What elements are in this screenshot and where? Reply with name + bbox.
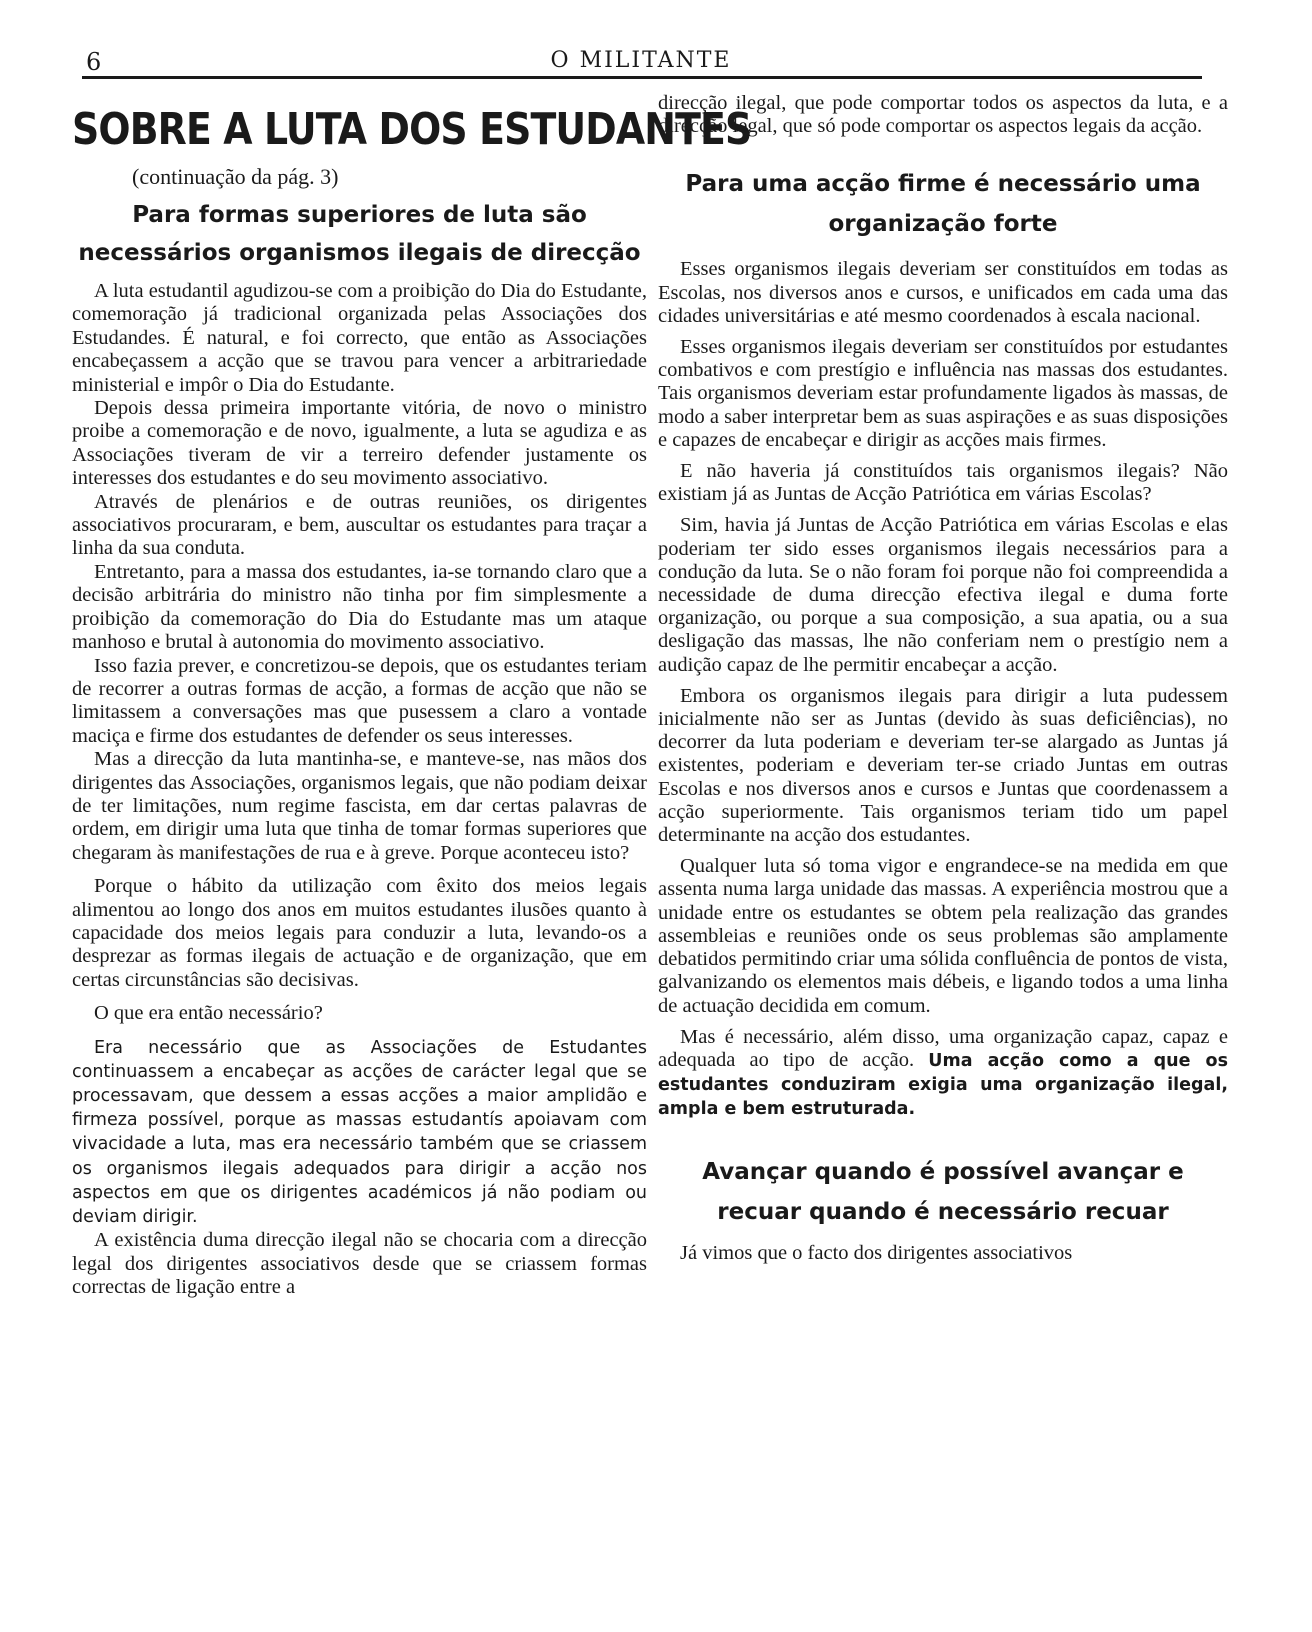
paragraph: Depois dessa primeira importante vitória, de novo o ministro proibe a comemoração e de novo, igualmente, a luta se agudiza e as Associações tiveram de vir a terreiro defender justamente os interesses dos estudantes e do seu movimento associativo. [72,397,647,490]
left-column [72,92,752,1299]
paragraph-mixed [658,1026,1228,1122]
paragraph: Isso fazia prever, e concretizou-se depois, que os estudantes teriam de recorrer a outras formas de acção, a formas de acção que não se limitassem a conversações mas que pusessem a claro a vontade maciça e firme dos estudantes de defender os seus interesses. [72,654,647,747]
paragraph-plain-part: Mas é necessário, além disso, uma organização capaz, capaz e adequada ao tipo de acção. [658,1025,1228,1071]
header-divider [82,76,1202,79]
paragraph: Esses organismos ilegais deveriam ser constituídos em todas as Escolas, nos diversos anos e cursos, e unificados em cada uma das cidades universitárias e até mesmo coordenados à escala nacional. [658,258,1228,327]
paragraph-continued: direcção ilegal, que pode comportar todos os aspectos da luta, e a direcção legal, que só pode comportar os aspectos legais da acção. [658,92,1228,138]
paragraph: Sim, havia já Juntas de Acção Patriótica em várias Escolas e elas poderiam ter sido esses organismos ilegais necessários para a condução da luta. Se o não foram foi porque não foi compreendida a necessidade de duma direcção efectiva ilegal e duma forte organização, ou porque a sua composição, a sua apatia, ou a sua desligação das massas, lhe não conferiam nem o prestígio nem a audição capaz de lhe permitir encabeçar a acção. [658,514,1228,676]
paragraph-bold-part: Uma acção como a que os estudantes conduziram exigia uma organização ilegal, ampla e bem estruturada. [658,1050,1228,1120]
right-column [658,92,1228,1273]
paragraph: Porque o hábito da utilização com êxito dos meios legais alimentou ao longo dos anos em muitos estudantes ilusões quanto à capacidade dos meios legais para conduzir a luta, levando-os a desprezar as formas ilegais de actuação e de organização, que em certas circunstâncias são decisivas. [72,875,647,991]
paragraph: Esses organismos ilegais deveriam ser constituídos por estudantes combativos e com prestígio e influência nas massas dos estudantes. Tais organismos deveriam estar profundamente ligados às massas, de modo a saber interpretar bem as suas aspirações e as suas disposições e capazes de encabeçar e dirigir as acções mais firmes. [658,336,1228,451]
right-subheading: Para uma acção firme é necessário uma organização forte [685,171,1201,238]
paragraph: Já vimos que o facto dos dirigentes associativos [680,1241,1073,1264]
continuation-note: (continuação da pág. 3) [132,164,339,189]
article-title: SOBRE A LUTA DOS ESTUDANTES [72,104,752,155]
paragraph: Mas a direcção da luta mantinha-se, e manteve-se, nas mãos dos dirigentes das Associações, organismos legais, que não podiam deixar de ter limitações, num regime fascista, em dar certas palavras de ordem, em dirigir uma luta que tinha de tomar formas superiores que chegaram às manifestações de rua e à greve. Porque aconteceu isto? [72,748,647,864]
paragraph: Através de plenários e de outras reuniões, os dirigentes associativos procuraram, e bem, auscultar os estudantes para traçar a linha da sua conduta. [72,490,647,560]
right-subheading-2: Avançar quando é possível avançar e recuar quando é necessário recuar [702,1158,1184,1225]
page-number: 6 [86,48,102,76]
paragraph: E não haveria já constituídos tais organismos ilegais? Não existiam já as Juntas de Acção Patriótica em várias Escolas? [658,460,1228,506]
paragraph: Entretanto, para a massa dos estudantes, ia-se tornando claro que a decisão arbitrária do ministro não tinha por fim simplesmente a proibição da comemoração do Dia do Estudante mas um ataque manhoso e brutal à autonomia do movimento associativo. [72,560,647,654]
paragraph-emphasis: Era necessário que as Associações de Estudantes continuassem a encabeçar as acções de carácter legal que se processavam, que dessem a essas acções a maior amplidão e firmeza possível, porque as massas estudantís apoiavam com vivacidade a luta, mas era necessário também que se criassem os organismos ilegais adequados para dirigir a acção nos aspectos em que os dirigentes académicos já não podiam ou deviam dirigir. [72,1037,647,1228]
paragraph: Qualquer luta só toma vigor e engrandece-se na medida em que assenta numa larga unidade das massas. A experiência mostrou que a unidade entre os estudantes se obtem pela realização das grandes assembleias e reuniões onde os seus problemas são amplamente debatidos permitindo criar uma sólida confluência de pontos de vista, galvanizando os elementos mais débeis, e ligando todos a uma linha de actuação decidida em comum. [658,855,1228,1017]
publication-name: O MILITANTE [550,48,732,73]
page-header [86,46,1196,80]
paragraph: A existência duma direcção ilegal não se chocaria com a direcção legal dos dirigentes associativos desde que se criassem formas correctas de ligação entre a [72,1229,647,1299]
paragraph: O que era então necessário? [94,1002,323,1025]
paragraph: A luta estudantil agudizou-se com a proibição do Dia do Estudante, comemoração já tradicional organizada pelas Associações dos Estudandes. É natural, e foi correcto, que então as Associações encabeçassem a acção que se travou para vencer a arbitrariedade ministerial e impôr o Dia do Estudante. [72,280,647,396]
left-subheading: Para formas superiores de luta são necessários organismos ilegais de direcção [78,202,641,266]
paragraph: Embora os organismos ilegais para dirigir a luta pudessem inicialmente não ser as Juntas (devido às suas deficiências), no decorrer da luta poderiam e deveriam ter-se alargado as Juntas já existentes, poderiam e deveriam ter-se criado Juntas em outras Escolas e nos diversos anos e cursos e Juntas que coordenassem a acção superiormente. Tais organismos teriam tido um papel determinante na acção dos estudantes. [658,684,1228,847]
